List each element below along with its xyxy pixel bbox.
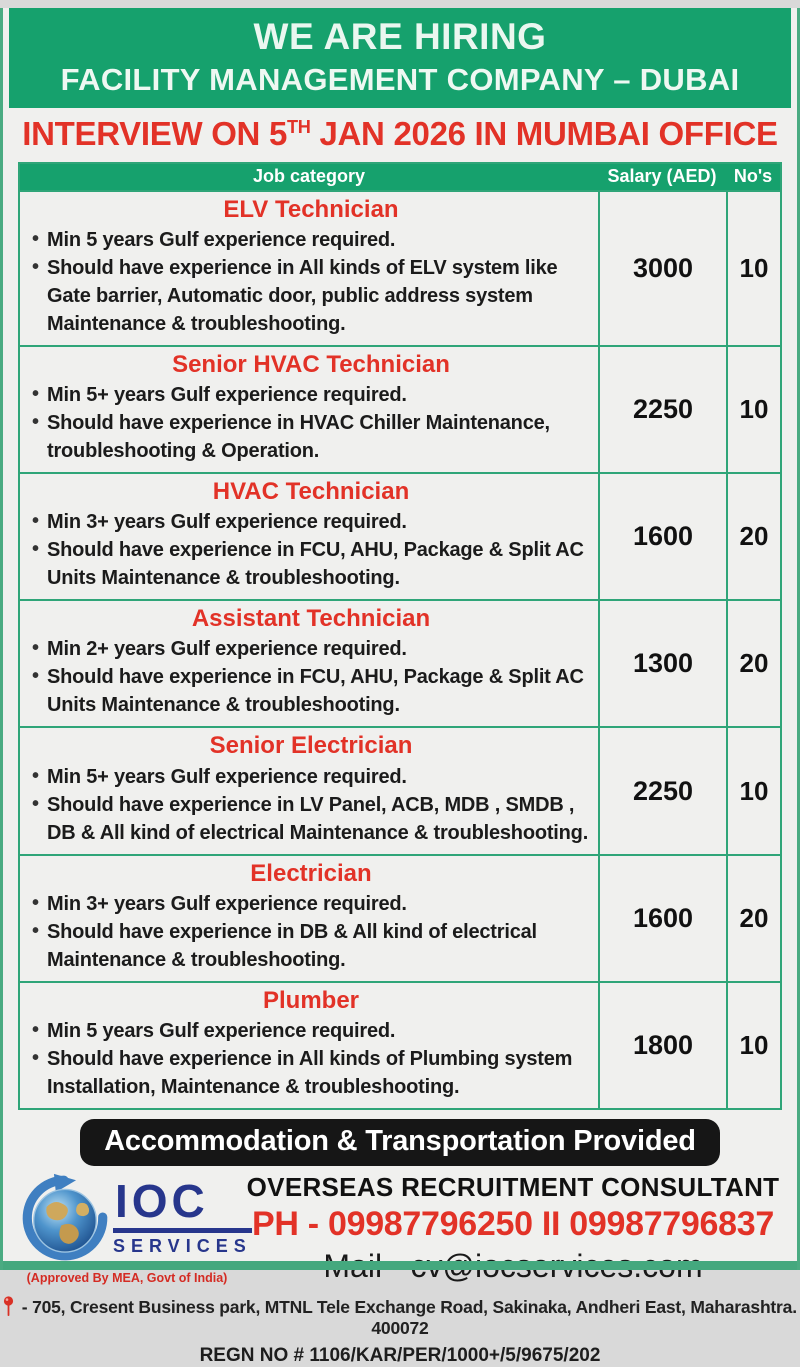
job-title: Senior Electrician (209, 732, 413, 760)
table-row (20, 981, 780, 1108)
location-pin-icon (3, 1297, 22, 1317)
job-requirements-list (30, 763, 592, 847)
poster-header (9, 8, 791, 108)
job-requirement: • Min 2+ years Gulf experience required. (30, 635, 592, 663)
hiring-poster (0, 8, 800, 1367)
job-requirements-list (30, 508, 592, 592)
logo-name: IOC (113, 1180, 252, 1233)
job-title: Plumber (262, 986, 360, 1014)
jobs-table (18, 162, 782, 1110)
consultant-label: OVERSEAS RECRUITMENT CONSULTANT (246, 1172, 780, 1203)
column-header-salary: Salary (AED) (607, 165, 717, 186)
job-category-cell (20, 856, 598, 981)
hiring-title: WE ARE HIRING (253, 16, 547, 57)
salary-value: 2250 (598, 347, 726, 472)
job-requirement: • Should have experience in DB & All kind of electrical Maintenance & troubleshooting. (30, 918, 592, 974)
job-title: Assistant Technician (191, 605, 431, 633)
job-requirement: • Min 5+ years Gulf experience required. (30, 381, 592, 409)
phone-numbers: PH - 09987796250 II 09987796837 (252, 1205, 774, 1244)
table-row (20, 190, 780, 345)
table-row (20, 599, 780, 726)
vacancy-count: 20 (726, 474, 780, 599)
vacancy-count: 10 (726, 728, 780, 853)
job-requirement: • Should have experience in HVAC Chiller Maintenance, troubleshooting & Operation. (30, 409, 592, 465)
company-title: FACILITY MANAGEMENT COMPANY – DUBAI (60, 61, 740, 97)
job-requirement: • Should have experience in FCU, AHU, Package & Split AC Units Maintenance & troubleshooting. (30, 536, 592, 592)
job-requirement: • Should have experience in LV Panel, ACB, MDB , SMDB , DB & All kind of electrical Maintenance & troubleshooting. (30, 791, 592, 847)
job-requirement: • Min 5 years Gulf experience required. (30, 1017, 592, 1045)
job-title: Senior HVAC Technician (172, 350, 450, 378)
job-requirements-list (30, 635, 592, 719)
vacancy-count: 10 (726, 347, 780, 472)
vacancy-count: 10 (726, 192, 780, 345)
job-requirements-list (30, 381, 592, 465)
job-title: Electrician (250, 859, 372, 887)
job-category-cell (20, 983, 598, 1108)
address-text: - 705, Cresent Business park, MTNL Tele Exchange Road, Sakinaka, Andheri East, Maharashtra. 400072 (21, 1297, 797, 1339)
interview-announcement (3, 108, 797, 158)
table-row (20, 854, 780, 981)
job-requirement: • Should have experience in All kinds of Plumbing system Installation, Maintenance & troubleshooting. (30, 1045, 592, 1101)
banner-container (3, 1119, 797, 1166)
job-title: ELV Technician (223, 195, 399, 223)
bottom-green-bar (3, 1261, 797, 1270)
job-requirement: • Min 3+ years Gulf experience required. (30, 508, 592, 536)
column-header-count: No's (733, 165, 773, 186)
job-category-cell (20, 474, 598, 599)
job-category-cell (20, 601, 598, 726)
job-title: HVAC Technician (212, 478, 410, 506)
vacancy-count: 20 (726, 856, 780, 981)
logo-subtitle: SERVICES (113, 1235, 252, 1256)
vacancy-count: 20 (726, 601, 780, 726)
column-header-job-category: Job category (252, 165, 366, 186)
table-row (20, 345, 780, 472)
job-requirement: • Min 5 years Gulf experience required. (30, 226, 592, 254)
job-category-cell (20, 192, 598, 345)
job-requirements-list (30, 890, 592, 974)
logo-approval-text: (Approved By MEA, Govt of India) (26, 1271, 228, 1286)
table-row (20, 726, 780, 853)
job-category-cell (20, 347, 598, 472)
job-requirements-list (30, 1017, 592, 1101)
salary-value: 1600 (598, 856, 726, 981)
salary-value: 1600 (598, 474, 726, 599)
office-address (3, 1296, 797, 1339)
salary-value: 1300 (598, 601, 726, 726)
benefits-banner: Accommodation & Transportation Provided (80, 1119, 720, 1166)
table-body (20, 190, 780, 1108)
vacancy-count: 10 (726, 983, 780, 1108)
job-requirement: • Min 5+ years Gulf experience required. (30, 763, 592, 791)
job-requirements-list (30, 226, 592, 338)
table-row (20, 472, 780, 599)
globe-icon (19, 1172, 111, 1269)
salary-value: 3000 (598, 192, 726, 345)
interview-ordinal-suffix: TH (287, 116, 311, 137)
table-header-row (20, 164, 780, 190)
interview-text-suffix: JAN 2026 IN MUMBAI OFFICE (310, 114, 778, 152)
interview-text-prefix: INTERVIEW ON 5 (22, 114, 288, 152)
job-requirement: • Should have experience in FCU, AHU, Package & Split AC Units Maintenance & troubleshooting. (30, 663, 592, 719)
job-category-cell (20, 728, 598, 853)
salary-value: 2250 (598, 728, 726, 853)
job-requirement: • Should have experience in All kinds of ELV system like Gate barrier, Automatic door, public address system Maintenance & troubleshooting. (30, 254, 592, 338)
salary-value: 1800 (598, 983, 726, 1108)
registration-number: REGN NO # 1106/KAR/PER/1000+/5/9675/202 (199, 1345, 601, 1367)
job-requirement: • Min 3+ years Gulf experience required. (30, 890, 592, 918)
